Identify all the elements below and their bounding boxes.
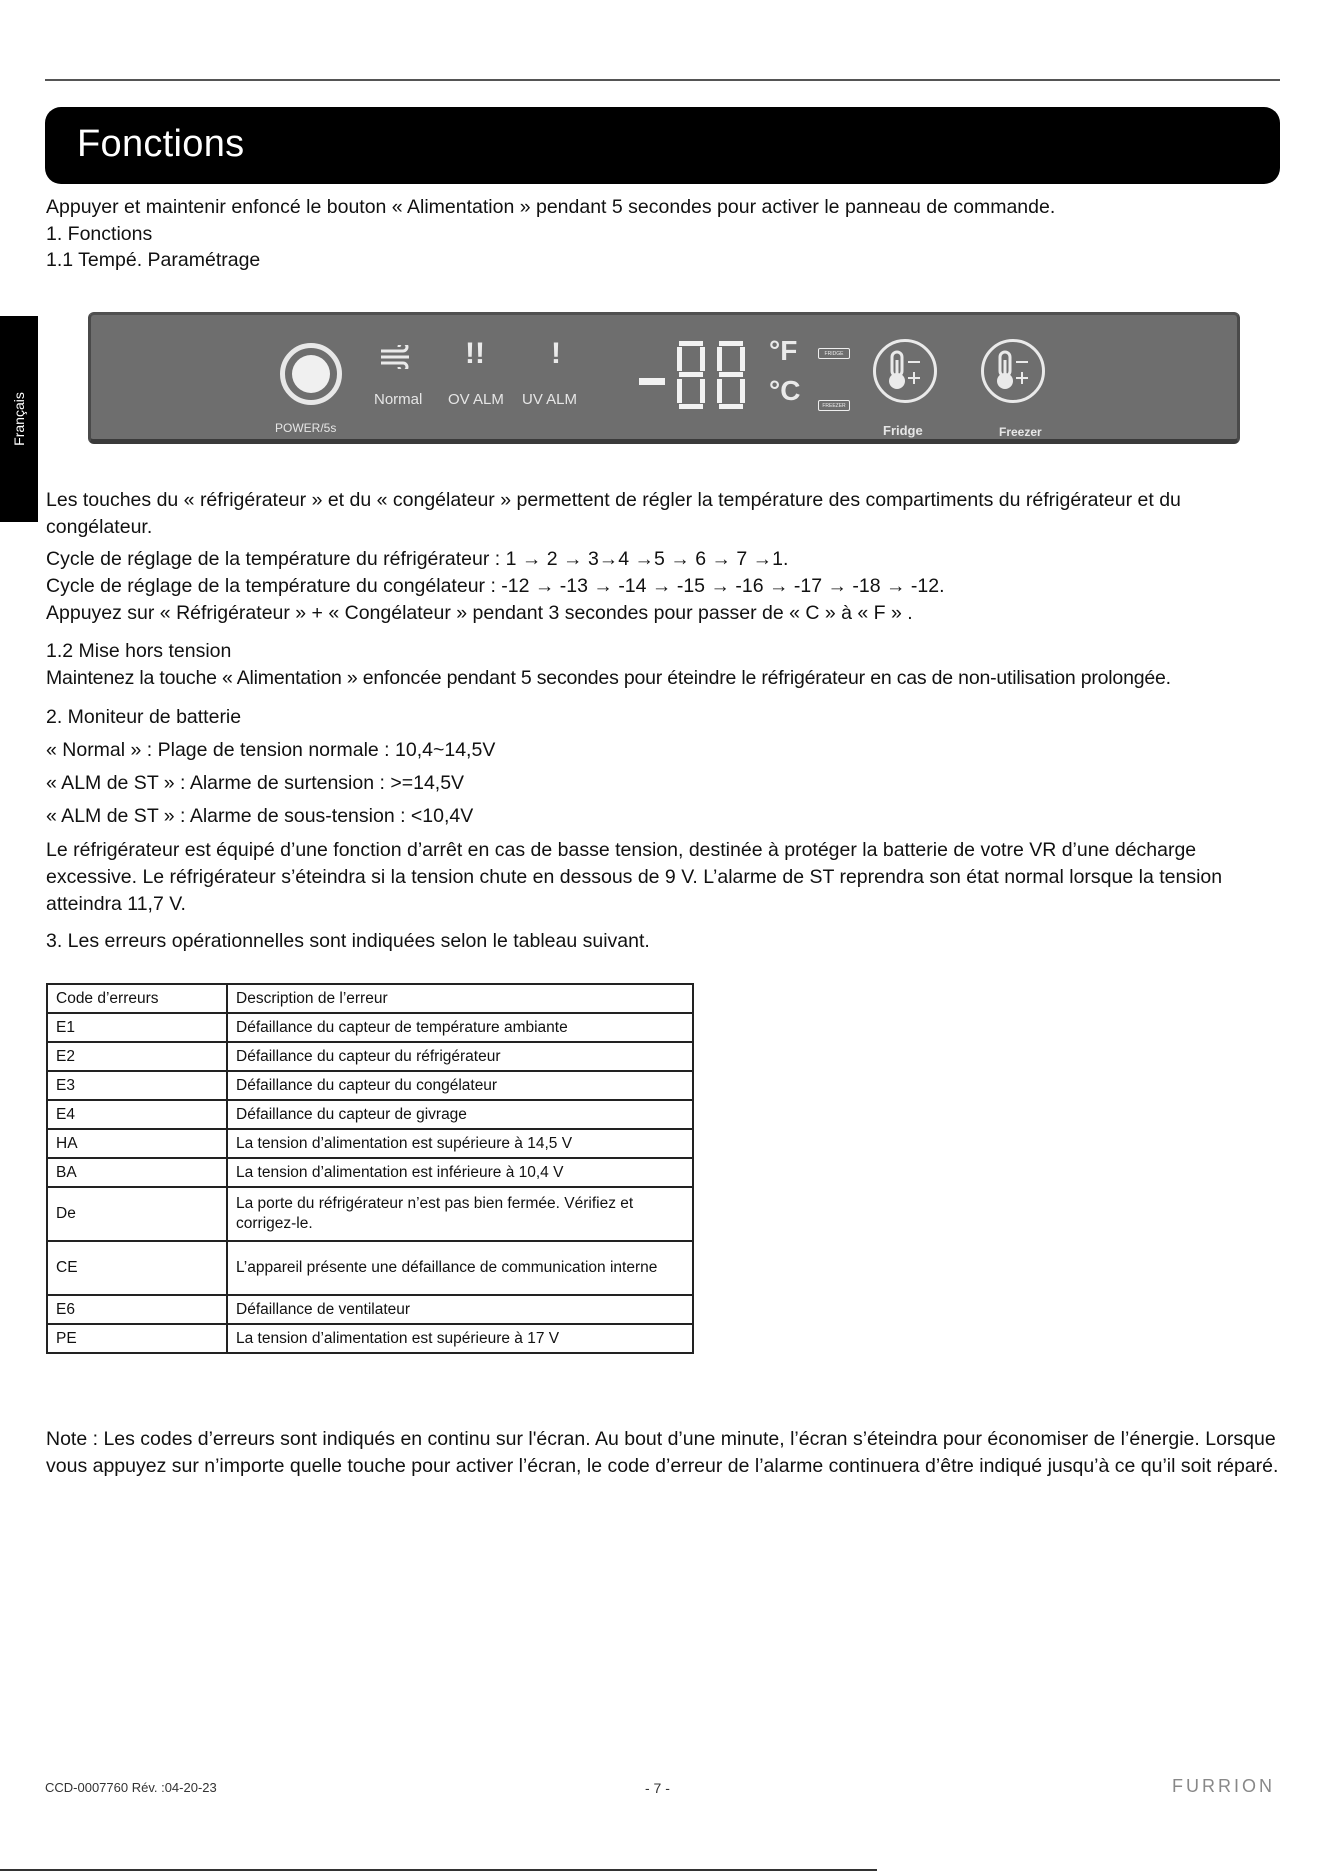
brand-logo: FURRION (1172, 1776, 1275, 1796)
thermometer-icon (876, 342, 934, 400)
error-description: La tension d’alimentation est supérieure à 17 V (227, 1324, 693, 1353)
unit-switch-line: Appuyez sur « Réfrigérateur » + « Congélateur » pendant 3 secondes pour passer de « C » à « F » . (46, 602, 913, 624)
error-description: La porte du réfrigérateur n’est pas bien fermée. Vérifiez et corrigez-le. (227, 1187, 693, 1241)
keys-paragraph: Les touches du « réfrigérateur » et du « congélateur » permettent de régler la température des compartiments du réfrigérateur et du congélateur. (46, 489, 1181, 538)
table-row (47, 1187, 693, 1241)
battery-normal-line: « Normal » : Plage de tension normale : 10,4~14,5V (46, 739, 496, 761)
freezer-cycle-line: Cycle de réglage de la température du congélateur : -12 → -13 → -14 → -15 → -16 → -17 → -18 → -12. (46, 575, 945, 597)
table-row (47, 1071, 693, 1100)
battery-ov-line: « ALM de ST » : Alarme de surtension : >=14,5V (46, 772, 465, 794)
table-row (47, 1042, 693, 1071)
language-side-tab (0, 316, 38, 522)
battery-paragraph: Le réfrigérateur est équipé d’une fonction d’arrêt en cas de basse tension, destinée à protéger la batterie de votre VR d’une décharge excessive. Le réfrigérateur s’éteindra si la tension chute en dessous de 9 V. L’alarme de ST reprendra son état normal lorsque la tension atteindra 11,7 V. (46, 839, 1223, 915)
table-row (47, 1241, 693, 1295)
table-row (47, 1100, 693, 1129)
uv-alm-label: UV ALM (522, 391, 578, 408)
freezer-button (981, 339, 1045, 403)
table-header-row (47, 984, 693, 1013)
error-code: E6 (47, 1295, 227, 1324)
top-divider (45, 79, 1280, 81)
power-off-heading: 1.2 Mise hors tension (46, 640, 232, 662)
error-code: BA (47, 1158, 227, 1187)
error-description: Défaillance de ventilateur (227, 1295, 693, 1324)
error-code: De (47, 1187, 227, 1241)
intro-line: Appuyer et maintenir enfoncé le bouton « Alimentation » pendant 5 secondes pour activer le panneau de commande. (46, 196, 1056, 218)
power-label: POWER/5s (275, 421, 337, 435)
fridge-button (873, 339, 937, 403)
section-title-bar (45, 107, 1280, 184)
fridge-badge: FRIDGE (818, 348, 850, 359)
error-code-table (46, 983, 694, 1354)
section-title: Fonctions (77, 123, 245, 165)
freezer-label: Freezer (999, 425, 1042, 439)
section-number: 1. Fonctions (46, 223, 153, 245)
error-code: PE (47, 1324, 227, 1353)
temperature-display (639, 335, 759, 425)
battery-uv-line: « ALM de ST » : Alarme de sous-tension : <10,4V (46, 805, 474, 827)
table-row (47, 1295, 693, 1324)
error-code: HA (47, 1129, 227, 1158)
error-code: E4 (47, 1100, 227, 1129)
power-off-text: Maintenez la touche « Alimentation » enfoncée pendant 5 secondes pour éteindre le réfrigérateur en cas de non-utilisation prolongée. (46, 667, 1171, 689)
error-code: E1 (47, 1013, 227, 1042)
ov-alm-label: OV ALM (448, 391, 504, 408)
fridge-cycle-line: Cycle de réglage de la température du réfrigérateur : 1 → 2 → 3→4 →5 → 6 → 7 →1. (46, 548, 789, 570)
normal-label: Normal (374, 391, 423, 408)
freezer-badge: FREEZER (818, 400, 850, 411)
fridge-label: Fridge (883, 423, 923, 438)
unit-celsius: °C (769, 375, 801, 406)
table-row (47, 1158, 693, 1187)
header-description: Description de l’erreur (227, 984, 693, 1013)
double-exclamation-icon: !! (465, 337, 485, 370)
control-panel-image (88, 312, 1240, 444)
battery-heading: 2. Moniteur de batterie (46, 706, 242, 728)
errors-heading: 3. Les erreurs opérationnelles sont indiquées selon le tableau suivant. (46, 930, 650, 952)
wind-icon (379, 345, 413, 369)
error-description: L’appareil présente une défaillance de communication interne (227, 1241, 693, 1295)
header-code: Code d’erreurs (47, 984, 227, 1013)
table-row (47, 1013, 693, 1042)
document-reference: CCD-0007760 Rév. :04-20-23 (45, 1780, 217, 1795)
error-description: Défaillance du capteur du réfrigérateur (227, 1042, 693, 1071)
error-code: E2 (47, 1042, 227, 1071)
power-button (280, 343, 342, 405)
error-code: E3 (47, 1071, 227, 1100)
language-label: Français (11, 392, 27, 446)
error-description: Défaillance du capteur de givrage (227, 1100, 693, 1129)
thermometer-icon (984, 342, 1042, 400)
note-paragraph: Note : Les codes d’erreurs sont indiqués en continu sur l'écran. Au bout d’une minute, l’écran s’éteindra pour économiser de l’énergie. Lorsque vous appuyez sur n’importe quelle touche pour activer l’écran, le code d’erreur de l’alarme continuera d’être indiqué jusqu’à ce qu’il soit réparé. (46, 1428, 1279, 1477)
table-row (47, 1129, 693, 1158)
table-row (47, 1324, 693, 1353)
error-description: Défaillance du capteur du congélateur (227, 1071, 693, 1100)
exclamation-icon: ! (551, 337, 561, 370)
error-code: CE (47, 1241, 227, 1295)
error-description: Défaillance du capteur de température ambiante (227, 1013, 693, 1042)
error-description: La tension d’alimentation est inférieure à 10,4 V (227, 1158, 693, 1187)
unit-fahrenheit: °F (769, 335, 798, 366)
bottom-divider (0, 1869, 877, 1871)
subsection-heading: 1.1 Tempé. Paramétrage (46, 249, 261, 271)
page-number: - 7 - (645, 1780, 670, 1796)
error-description: La tension d’alimentation est supérieure à 14,5 V (227, 1129, 693, 1158)
